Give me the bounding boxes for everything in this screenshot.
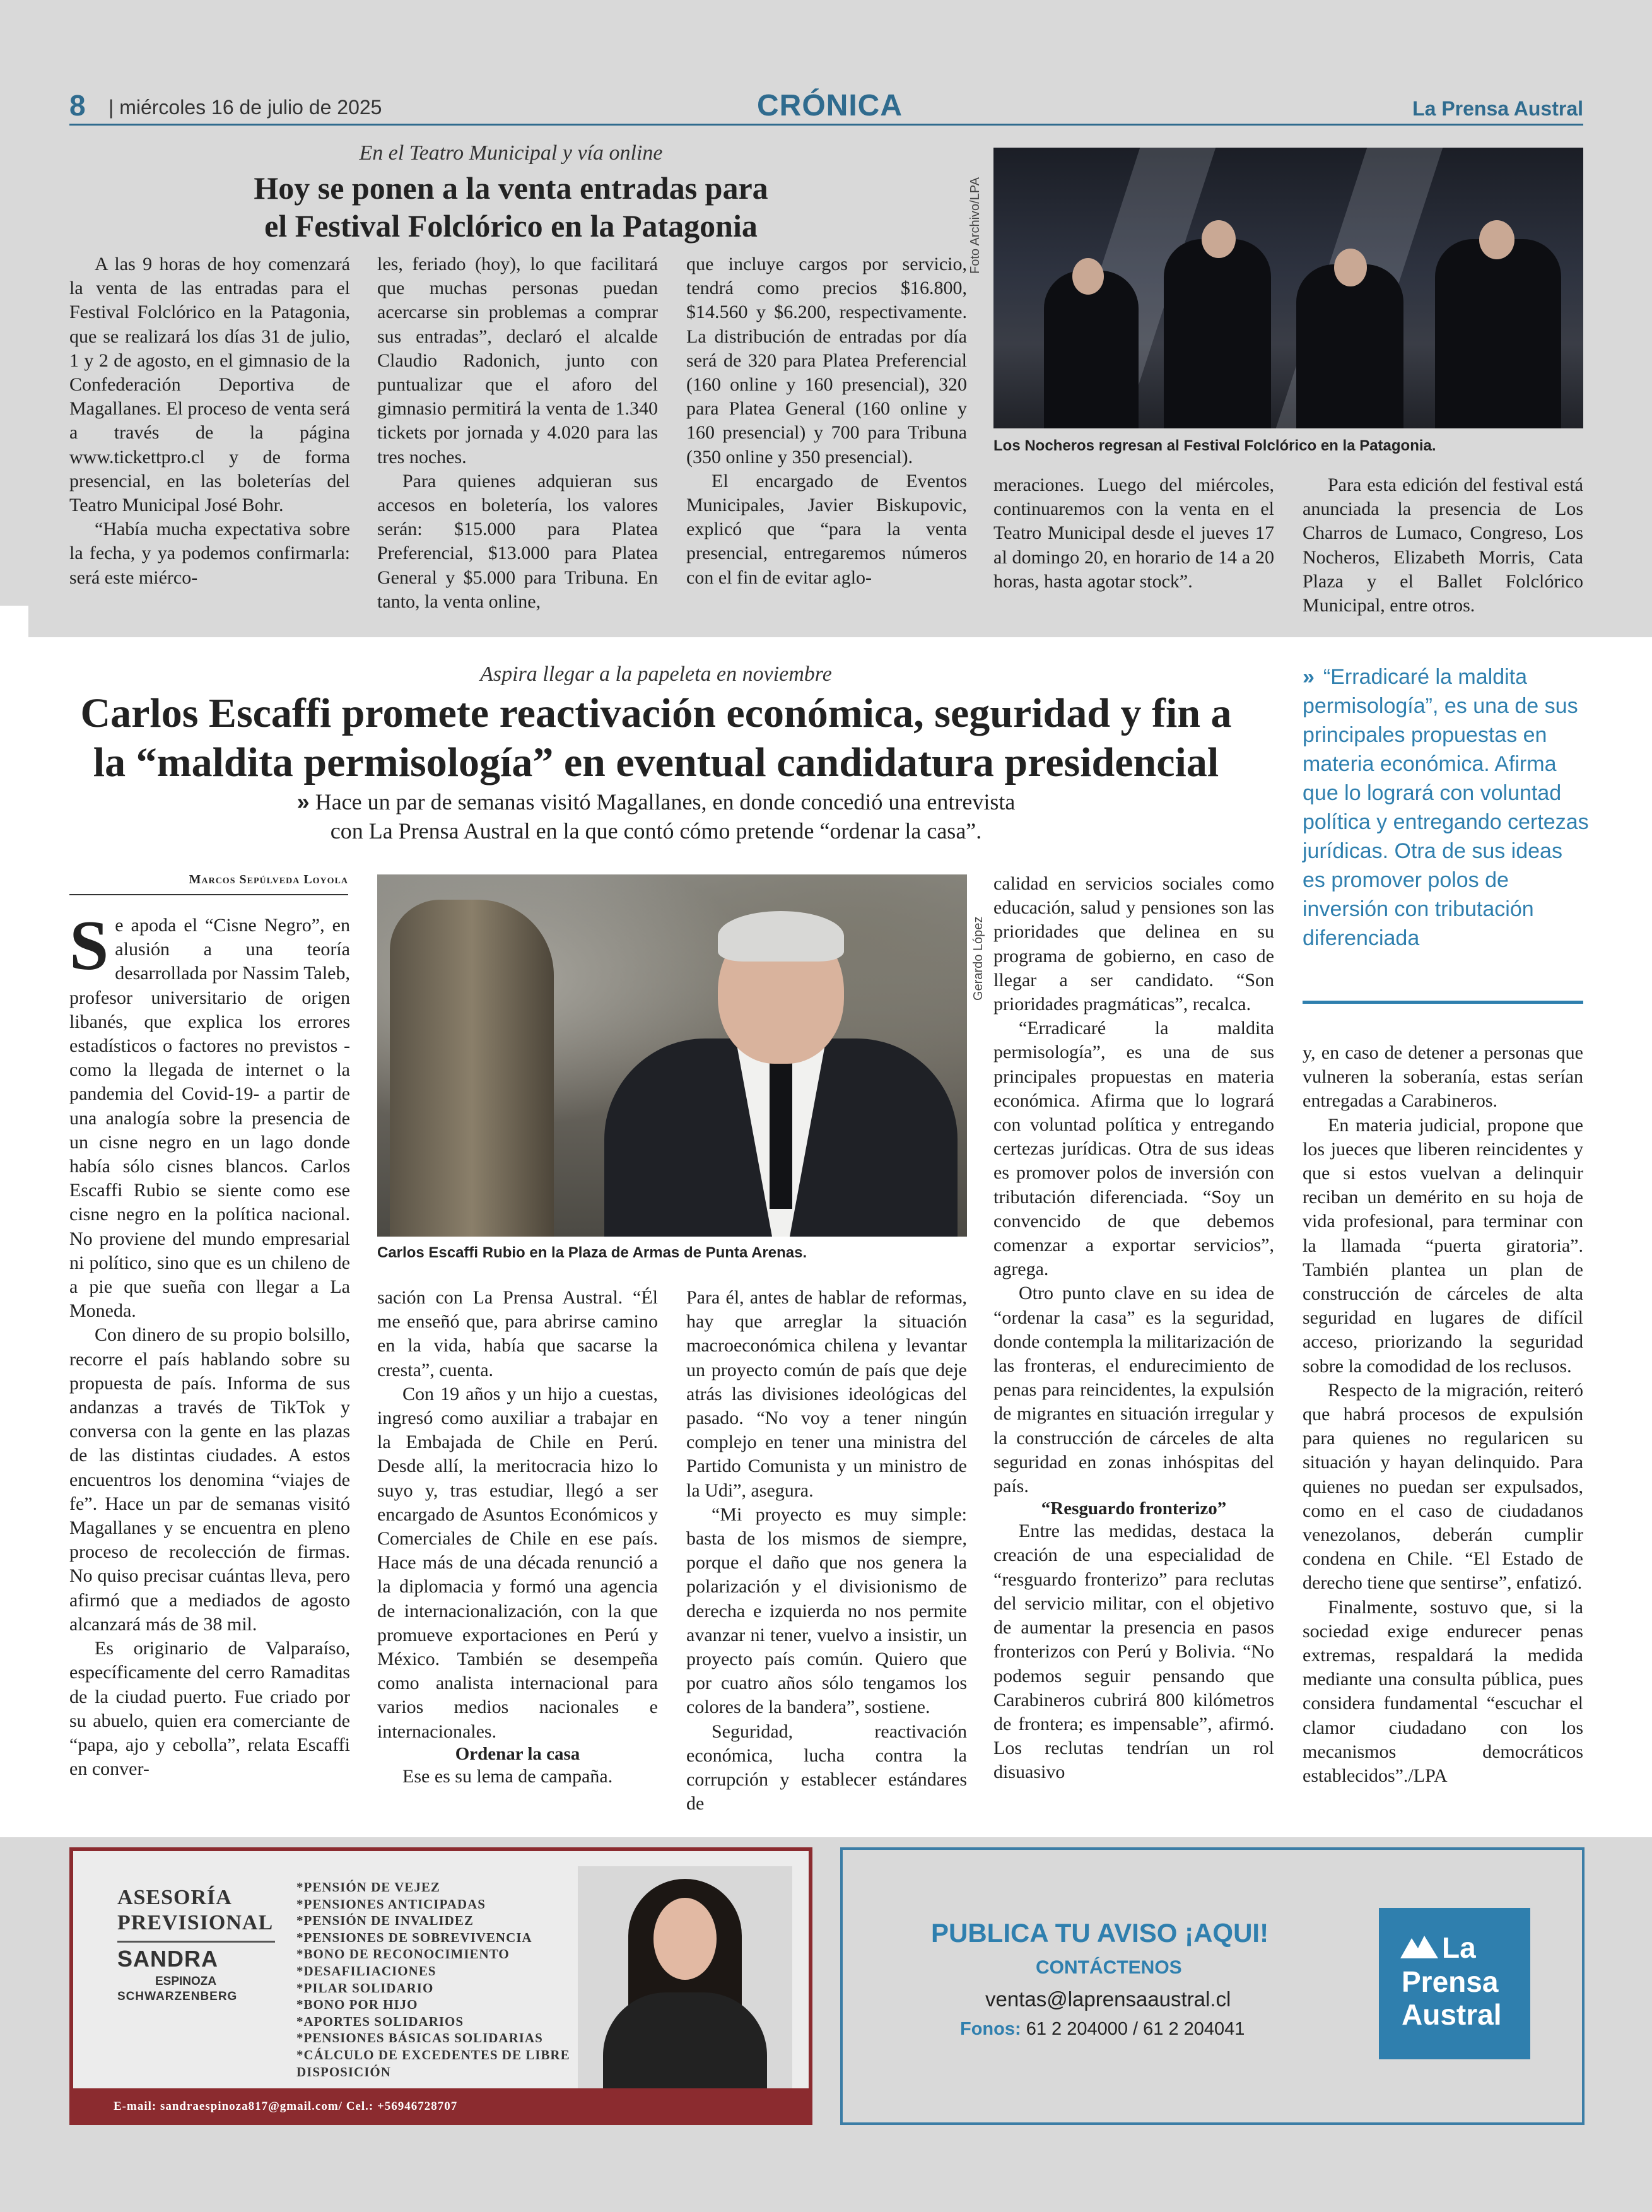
paragraph: Con dinero de su propio bolsillo, recorre el país hablando sobre su propuesta de país. Informa de sus andanzas a través de TikTok y conversa con la gente en las plazas de las distintas ciudades. A estos encuentros los denomina “viajes de fe”. Hace un par de semanas visitó Magallanes y se encuentra en pleno proceso de recolección de firmas. No quiso precisar cuántas lleva, pero afirmó que a mediados de agosto alcanzará más de 38 mil. (69, 1324, 350, 1635)
statue (390, 900, 554, 1237)
paragraph: Para quienes adquieran sus accesos en boletería, los valores serán: $15.000 para Platea Preferencial, $13.000 para Platea General y $5.000 para Tribuna. En tanto, la venta online, (377, 470, 658, 612)
chevron-right-icon: » (1303, 665, 1315, 689)
drop-cap: S (69, 907, 109, 985)
background-notch (0, 606, 28, 637)
chevron-right-icon: » (296, 789, 310, 815)
performer-head (1479, 220, 1514, 259)
service-item: *BONO DE RECONOCIMIENTO (296, 1946, 510, 1962)
page-header (69, 88, 1583, 126)
ad-title-rule (117, 1941, 275, 1943)
service-item: *PILAR SOLIDARIO (296, 1980, 434, 1996)
paragraph: El encargado de Eventos Municipales, Javier Biskupovic, explicó que “para la venta presencial, entregaremos números con el fin de evitar aglo- (686, 470, 967, 588)
service-item: *PENSIÓN DE INVALIDEZ (296, 1913, 474, 1929)
performer-head (1072, 258, 1104, 295)
advisor-surname: ESPINOZA (155, 1975, 217, 1988)
paragraph: e apoda el “Cisne Negro”, en alusión a una teoría desarrollada por Nassim Taleb, profesor universitario de origen libanés, que explica los errores estadísticos o factores no previstos -como la llegada de internet o la pandemia del Covid-19- a partir de una analogía sobre la presencia de un cisne negro en un lago donde había sólo cisnes blancos. Carlos Escaffi Rubio se siente como ese cisne negro en la política nacional. No proviene del mundo empresarial ni político, sino que es un chileno de a pie que sueña con llegar a La Moneda. (69, 915, 350, 1322)
article1-column-4 (993, 473, 1274, 594)
la-prensa-austral-logo (1379, 1908, 1530, 2059)
paragraph: y, en caso de detener a personas que vulneren la soberanía, estas serían entregadas a Carabineros. (1303, 1042, 1583, 1112)
article2-photo (377, 874, 967, 1237)
byline-rule (69, 894, 348, 895)
paragraph: A las 9 horas de hoy comenzará la venta de las entradas para el Festival Folclórico en la Patagonia, que se realizará los días 31 de julio, 1 y 2 de agosto, en el gimnasio de la Confederación Deportiva de Magallanes. El proceso de venta será a través de la página www.tickettpro.cl y de forma presencial, en las boleterías del Teatro Municipal José Bohr. (69, 254, 350, 516)
service-item: *PENSIONES BÁSICAS SOLIDARIAS (296, 2030, 543, 2046)
article2-kicker: Aspira llegar a la papeleta en noviembre (480, 662, 832, 686)
article1-kicker: En el Teatro Municipal y vía online (359, 141, 663, 165)
article2-column-2 (377, 1286, 658, 1789)
page-number: 8 (69, 89, 86, 122)
performer (1164, 239, 1271, 428)
article2-photo-credit: Gerardo López (971, 916, 985, 1001)
section-name: CRÓNICA (757, 89, 903, 122)
paragraph: Es originario de Valparaíso, específicamente del cerro Ramaditas de la ciudad puerto. Fue criado por su abuelo, quien era comerciante de “papa, ajo y cebolla”, relata Escaffi en conver- (69, 1638, 350, 1780)
paragraph: Ese es su lema de campaña. (402, 1765, 613, 1787)
header-rule (69, 124, 1583, 126)
service-item: *PENSIONES ANTICIPADAS (296, 1896, 486, 1912)
advisor-photo (578, 1866, 792, 2093)
issue-date: | miércoles 16 de julio de 2025 (108, 96, 382, 119)
paragraph: meraciones. Luego del miércoles, continuaremos con la venta en el Teatro Municipal desde el jueves 17 al domingo 20, en horario de 14 a 20 horas, hasta agotar stock”. (993, 474, 1274, 592)
paragraph: “Erradicaré la maldita permisología”, es una de sus principales propuestas en materia económica. Afirma que lo logrará con voluntad política y entregando certezas jurídicas. Otra de sus ideas es promover polos de inversión con tributación diferenciada. “Soy un convencido de que debemos comenzar a exportar servicios”, agrega. (993, 1018, 1274, 1280)
service-item: *PENSIÓN DE VEJEZ (296, 1880, 440, 1895)
paragraph: calidad en servicios sociales como educación, salud y pensiones son las prioridades que delinea en su programa de gobierno, en caso de llegar a ser candidato. “Son prioridades pragmáticas”, recalca. (993, 873, 1274, 1015)
byline: Marcos Sepúlveda Loyola (189, 873, 348, 886)
article1-headline-line1: Hoy se ponen a la venta entradas para (254, 170, 768, 206)
subheadline-line2: con La Prensa Austral en la que contó cómo pretende “ordenar la casa”. (330, 818, 982, 844)
paragraph: “Había mucha expectativa sobre la fecha, y ya podemos confirmarla: será este miérco- (69, 519, 350, 588)
ad-contact-label: CONTÁCTENOS (1036, 1957, 1182, 1978)
service-item: *DESAFILIACIONES (296, 1963, 436, 1979)
mountain-icon (1400, 1933, 1438, 1958)
subhead-ordenar-la-casa: Ordenar la casa (455, 1743, 580, 1764)
article2-subheadline (69, 787, 1243, 845)
paragraph: Para esta edición del festival está anunciada la presencia de Los Charros de Lumaco, Congreso, Los Nocheros, Elizabeth Morris, Cata Plaza y el Ballet Folclórico Municipal, entre otros. (1303, 474, 1583, 616)
article2-caption: Carlos Escaffi Rubio en la Plaza de Armas de Punta Arenas. (377, 1244, 807, 1261)
paragraph: Otro punto clave en su idea de “ordenar la casa” es la seguridad, donde contempla la militarización de las fronteras, el endurecimiento de penas para reincidentes, la expulsión de migrantes en situación irregular y la construcción de cárceles de alta seguridad en zonas inhóspitas del país. (993, 1283, 1274, 1497)
article2-column-3 (686, 1286, 967, 1816)
subheadline-line1: Hace un par de semanas visitó Magallanes, en donde concedió una entrevista (315, 789, 1016, 815)
article2-headline-line1: Carlos Escaffi promete reactivación económica, seguridad y fin a (80, 690, 1232, 736)
paragraph: “Mi proyecto es muy simple: basta de los mismos de siempre, porque el daño que nos genera la polarización y el divisionismo de derecha e izquierda no nos permite avanzar ni tener, vuelvo a insistir, un proyecto país común. Quiero que por cuatro años sólo tengamos los colores de la bandera”, sostiene. (686, 1503, 967, 1718)
paragraph: Para él, antes de hablar de reformas, hay que arreglar la situación macroeconómica chilena y levantar un proyecto común de país que deje atrás las divisiones ideológicas del pasado. “No voy a tener ningún complejo en tener una ministra del Partido Comunista y un ministro de la Udi”, asegura. (686, 1287, 967, 1501)
service-item: *BONO POR HIJO (296, 1997, 418, 2013)
pull-quote (1303, 662, 1590, 953)
performer-head (1334, 249, 1367, 286)
advisor-second-surname: SCHWARZENBERG (117, 1990, 238, 2003)
paragraph: Entre las medidas, destaca la creación de una especialidad de “resguardo fronterizo” para reclutas del servicio militar, con el objetivo de aumentar la presencia en pasos fronterizos con Perú y Bolivia. “No podemos seguir pensando que Carabineros cubrirá 800 kilómetros de frontera; es impensable”, afirmó. Los reclutas tendrían un rol disuasivo (993, 1521, 1274, 1783)
pension-advisory-ad[interactable] (69, 1847, 812, 2125)
article1-headline (69, 169, 952, 245)
performer (1044, 271, 1139, 428)
advisor-first-name: SANDRA (117, 1946, 219, 1972)
pull-quote-rule (1303, 1001, 1583, 1004)
paragraph: Finalmente, sostuvo que, si la sociedad exige endurecer penas extremas, respaldará la medida mediante una consulta pública, pues considera fundamental “escuchar el clamor ciudadano con los mecanismos democráticos establecidos”./LPA (1303, 1596, 1583, 1787)
article1-column-2 (377, 252, 658, 614)
hair (718, 911, 844, 962)
article2-column-5 (1303, 1041, 1583, 1788)
paragraph: les, feriado (hoy), lo que facilitará que muchas personas puedan acercarse sin problemas a comprar sus entradas”, declaró el alcalde Claudio Radonich, junto con puntualizar que el aforo del gimnasio permitirá la venta de 1.340 tickets por jornada y 4.020 para las tres noches. (377, 254, 658, 468)
phones-value: 61 2 204000 / 61 2 204041 (1026, 2019, 1245, 2039)
pull-quote-text: “Erradicaré la maldita permisología”, es una de sus principales propuestas en materia económica. Afirma que lo logrará con voluntad política y entregando certezas jurídicas. Otra de sus ideas es promover polos de inversión con tributación diferenciada (1303, 665, 1589, 950)
paragraph: que incluye cargos por servicio, tendrá como precios $16.800, $14.560 y $6.200, respectivamente. La distribución de entradas por día será de 320 para Platea Preferencial (160 online y 160 presencial), 320 para Platea General (160 online y 160 presencial) y 700 para Tribuna (350 online y 350 presencial). (686, 254, 967, 468)
body (603, 1992, 767, 2093)
article1-column-3 (686, 252, 967, 590)
face (653, 1898, 717, 1980)
article1-caption: Los Nocheros regresan al Festival Folclórico en la Patagonia. (993, 437, 1436, 454)
article2-headline (69, 689, 1243, 787)
paragraph: Con 19 años y un hijo a cuestas, ingresó como auxiliar a trabajar en la Embajada de Chile en Perú. Desde allí, la meritocracia hizo lo suyo y, tras estudiar, llegó a ser encargado de Asuntos Económicos y Comerciales de Chile en ese país. Hace más de una década renunció a la diplomacia y formó una agencia de internacionalización, con la que promueve exportaciones en Perú y México. También se desempeña como analista internacional para varios medios nacionales e internacionales. (377, 1383, 658, 1742)
service-item: DISPOSICIÓN (296, 2064, 391, 2080)
paragraph: En materia judicial, propone que los jueces que liberen reincidentes y que si estos vuelvan a delinquir reciban un demérito en su hoja de vida profesional, para terminar con la llamada “puerta giratoria”. También plantea un plan de construcción de cárceles de alta seguridad en lugares de difícil acceso, priorizando la seguridad sobre la comodidad de los reclusos. (1303, 1114, 1583, 1377)
article2-column-1 (69, 907, 350, 1781)
ad-contact[interactable]: E-mail: sandraespinoza817@gmail.com/ Cel.: +56946728707 (114, 2100, 458, 2113)
ad-title-line2: PREVISIONAL (117, 1911, 274, 1934)
ad-title-line1: ASESORÍA (117, 1886, 232, 1909)
article2-column-4 (993, 872, 1274, 1785)
performer (1296, 264, 1403, 428)
ad-title (117, 1885, 273, 1936)
tie (770, 1057, 792, 1209)
ad-headline: PUBLICA TU AVISO ¡AQUI! (931, 1918, 1269, 1948)
publish-ad-box[interactable] (840, 1847, 1585, 2125)
performer-head (1202, 220, 1236, 258)
paragraph: Respecto de la migración, reiteró que habrá procesos de expulsión para quienes no regularicen su situación y hayan delinquido. Para quienes no puedan ser expulsados, como en el caso de ciudadanos venezolanos, deberán cumplir condena en Chile. “El Estado de derecho tiene que sentirse”, enfatizó. (1303, 1379, 1583, 1594)
ad-email[interactable]: ventas@laprensaaustral.cl (985, 1987, 1231, 2011)
phones-label: Fonos: (960, 2019, 1021, 2039)
ad-phones (960, 2019, 1245, 2040)
paragraph: Seguridad, reactivación económica, lucha contra la corrupción y establecer estándares de (686, 1721, 967, 1815)
performer (1435, 239, 1561, 428)
article1-photo (993, 148, 1583, 428)
paper-name: La Prensa Austral (1412, 97, 1583, 120)
paragraph: sación con La Prensa Austral. “Él me enseñó que, para abrirse camino en la vida, había que sacarse la cresta”, cuenta. (377, 1287, 658, 1380)
logo-line2: Prensa (1402, 1965, 1499, 1998)
article1-photo-credit: Foto Archivo/LPA (968, 177, 982, 274)
article1-column-5 (1303, 473, 1583, 618)
subhead-resguardo-fronterizo: “Resguardo fronterizo” (1041, 1498, 1227, 1519)
article2-headline-line2: la “maldita permisología” en eventual candidatura presidencial (93, 739, 1219, 785)
service-item: *APORTES SOLIDARIOS (296, 2013, 464, 2029)
services-list (296, 1879, 570, 2080)
article1-column-1 (69, 252, 350, 590)
logo-line1: La (1442, 1931, 1476, 1964)
article1-headline-line2: el Festival Folclórico en la Patagonia (264, 208, 758, 244)
service-item: *CÁLCULO DE EXCEDENTES DE LIBRE (296, 2047, 570, 2062)
logo-line3: Austral (1402, 1998, 1502, 2031)
service-item: *PENSIONES DE SOBREVIVENCIA (296, 1929, 532, 1945)
